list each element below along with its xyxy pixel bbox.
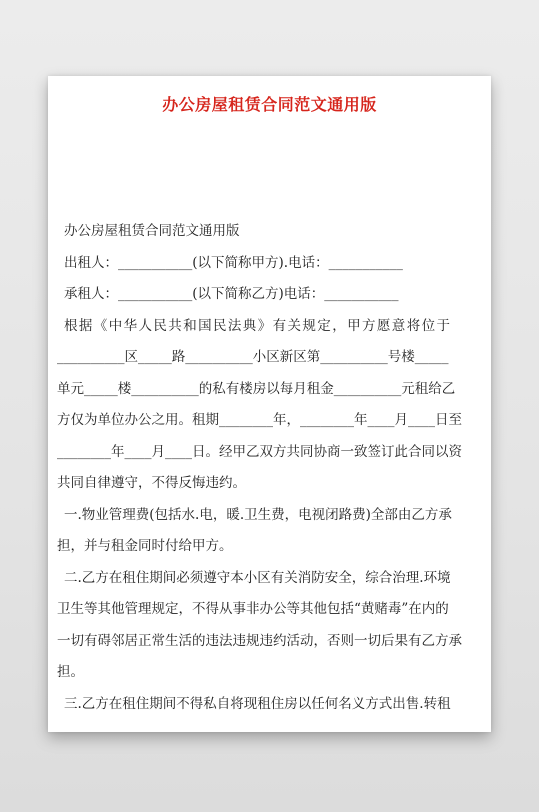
document-body: [57, 216, 491, 720]
paragraph-line: 单元_____楼__________的私有楼房以每月租金__________元租给乙: [57, 380, 456, 397]
clause-two-line: 卫生等其他管理规定，不得从事非办公等其他包括“黄赌毒”在内的: [57, 601, 449, 617]
document-page: [48, 76, 491, 732]
clause-three-line: 三.乙方在租住期间不得私自将现租住房以任何名义方式出售.转租: [64, 695, 451, 712]
clause-two-line: 一切有碍邻居正常生活的违法违规违约活动，否则一切后果有乙方承: [57, 632, 462, 649]
clause-one-line: 担，并与租金同时付给甲方。: [57, 538, 233, 554]
paragraph-line: 共同自律遵守，不得反悔违约。: [57, 475, 246, 491]
paragraph-line: ________年____月____日。经甲乙双方共同协商一致签订此合同以资: [57, 443, 462, 460]
body-heading: 办公房屋租赁合同范文通用版: [64, 223, 240, 239]
clause-one-line: 一.物业管理费(包括水.电，暖.卫生费，电视闭路费)全部由乙方承: [64, 506, 452, 523]
document-title: 办公房屋租赁合同范文通用版: [162, 95, 377, 114]
paragraph-line: 根据《中华人民共和国民法典》有关规定，甲方愿意将位于: [64, 317, 452, 334]
lessor-line: 出租人：___________(以下简称甲方).电话：___________: [64, 254, 403, 271]
lessee-line: 承租人：___________(以下简称乙方)电话：___________: [64, 286, 399, 302]
paragraph-line: __________区_____路__________小区新区第__________号楼_____: [57, 349, 449, 365]
paragraph-line: 方仅为单位办公之用。租期________年，________年____月____日至: [57, 412, 462, 428]
clause-two-line: 担。: [57, 664, 84, 680]
clause-two-line: 二.乙方在租住期间必须遵守本小区有关消防安全，综合治理.环境: [64, 569, 451, 586]
